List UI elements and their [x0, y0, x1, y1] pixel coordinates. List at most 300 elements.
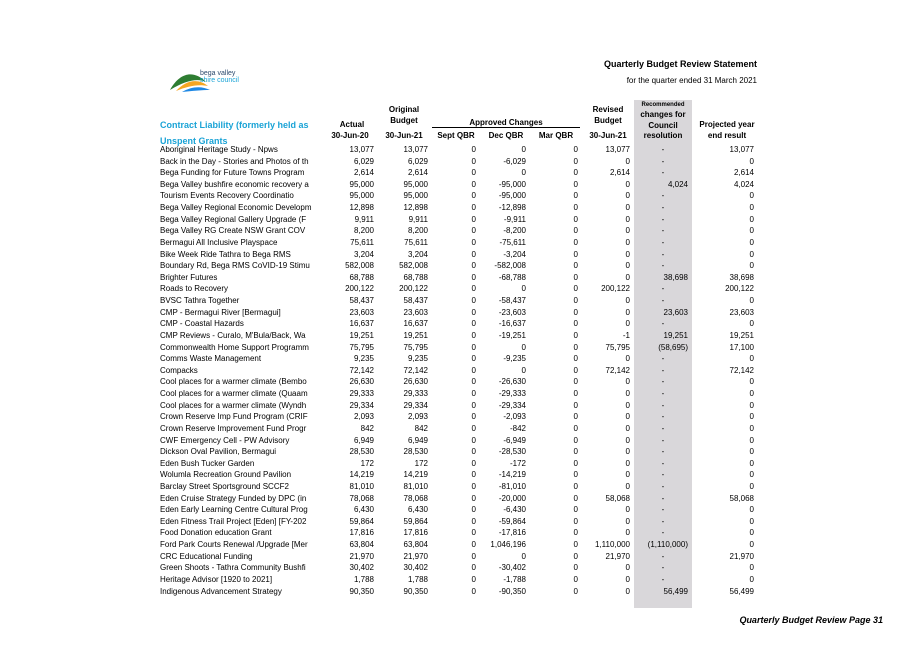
- row-sept-qbr: 0: [471, 214, 476, 224]
- row-recommended-change: -: [661, 296, 665, 306]
- row-dec-qbr: -12,898: [498, 203, 526, 213]
- row-mar-qbr: 0: [573, 389, 578, 399]
- row-dec-qbr: -30,402: [498, 563, 526, 573]
- row-dec-qbr: -6,949: [503, 435, 526, 445]
- row-original-budget: 68,788: [403, 272, 428, 282]
- row-actual: 81,010: [349, 481, 374, 491]
- row-recommended-change: -: [661, 447, 665, 457]
- row-actual: 78,068: [349, 493, 374, 503]
- row-actual: 90,350: [349, 586, 374, 596]
- row-projected-result: 0: [749, 481, 754, 491]
- row-original-budget: 6,029: [407, 156, 428, 166]
- row-recommended-change: -: [661, 435, 665, 445]
- row-mar-qbr: 0: [573, 516, 578, 526]
- row-recommended-change: (1,110,000): [647, 540, 688, 550]
- row-revised-budget: 0: [625, 319, 630, 329]
- row-actual: 95,000: [349, 179, 374, 189]
- row-actual: 9,235: [353, 354, 374, 364]
- row-mar-qbr: 0: [573, 481, 578, 491]
- row-description: Bega Valley RG Create NSW Grant COV: [160, 226, 306, 236]
- row-actual: 3,204: [353, 249, 374, 259]
- row-recommended-change: -: [661, 412, 665, 422]
- row-mar-qbr: 0: [573, 400, 578, 410]
- table-row: [0, 586, 917, 598]
- row-original-budget: 16,637: [403, 319, 428, 329]
- row-projected-result: 0: [749, 214, 754, 224]
- table-row: [0, 144, 917, 156]
- row-revised-budget: 75,795: [605, 342, 630, 352]
- row-sept-qbr: 0: [471, 470, 476, 480]
- table-row: [0, 469, 917, 481]
- projected-header-2: end result: [707, 131, 747, 140]
- row-revised-budget: 58,068: [605, 493, 630, 503]
- row-sept-qbr: 0: [471, 528, 476, 538]
- row-revised-budget: 0: [625, 516, 630, 526]
- row-dec-qbr: 0: [521, 284, 526, 294]
- table-row: [0, 423, 917, 435]
- row-revised-budget: -1: [622, 330, 630, 340]
- row-mar-qbr: 0: [573, 342, 578, 352]
- row-revised-budget: 0: [625, 191, 630, 201]
- row-sept-qbr: 0: [471, 156, 476, 166]
- recommended-header-3: Council: [648, 121, 678, 130]
- row-description: Cool places for a warmer climate (Bembo: [160, 377, 307, 387]
- row-dec-qbr: 0: [521, 168, 526, 178]
- row-revised-budget: 0: [625, 435, 630, 445]
- row-mar-qbr: 0: [573, 296, 578, 306]
- row-original-budget: 582,008: [399, 261, 428, 271]
- row-actual: 842: [360, 423, 374, 433]
- row-projected-result: 17,100: [729, 342, 754, 352]
- row-mar-qbr: 0: [573, 412, 578, 422]
- row-sept-qbr: 0: [471, 505, 476, 515]
- row-original-budget: 12,898: [403, 203, 428, 213]
- row-recommended-change: -: [661, 470, 665, 480]
- table-row: [0, 179, 917, 191]
- row-sept-qbr: 0: [471, 365, 476, 375]
- row-actual: 12,898: [349, 203, 374, 213]
- row-original-budget: 90,350: [403, 586, 428, 596]
- row-recommended-change: -: [661, 505, 665, 515]
- row-description: Crown Reserve Imp Fund Program (CRIF: [160, 412, 308, 422]
- row-revised-budget: 0: [625, 237, 630, 247]
- row-description: Eden Cruise Strategy Funded by DPC (in: [160, 493, 307, 503]
- row-revised-budget: 0: [625, 354, 630, 364]
- row-description: Compacks: [160, 365, 198, 375]
- row-dec-qbr: 0: [521, 551, 526, 561]
- row-original-budget: 2,093: [407, 412, 428, 422]
- row-projected-result: 0: [749, 354, 754, 364]
- row-description: CRC Educational Funding: [160, 551, 253, 561]
- row-original-budget: 23,603: [403, 307, 428, 317]
- row-actual: 14,219: [349, 470, 374, 480]
- row-sept-qbr: 0: [471, 551, 476, 561]
- row-sept-qbr: 0: [471, 342, 476, 352]
- row-description: Green Shoots - Tathra Community Bushfi: [160, 563, 306, 573]
- row-actual: 29,334: [349, 400, 374, 410]
- row-original-budget: 1,788: [407, 574, 428, 584]
- row-dec-qbr: -6,029: [503, 156, 526, 166]
- row-original-budget: 9,911: [408, 214, 428, 224]
- row-sept-qbr: 0: [471, 400, 476, 410]
- row-description: Cool places for a warmer climate (Quaam: [160, 389, 308, 399]
- row-mar-qbr: 0: [573, 284, 578, 294]
- row-description: Bike Week Ride Tathra to Bega RMS: [160, 249, 291, 259]
- row-description: Cool places for a warmer climate (Wyndh: [160, 400, 307, 410]
- row-revised-budget: 0: [625, 203, 630, 213]
- row-revised-budget: 0: [625, 226, 630, 236]
- row-recommended-change: -: [661, 563, 665, 573]
- row-description: Aboriginal Heritage Study - Npws: [160, 145, 278, 154]
- row-projected-result: 0: [749, 191, 754, 201]
- table-row: [0, 156, 917, 168]
- row-mar-qbr: 0: [573, 365, 578, 375]
- row-description: Roads to Recovery: [160, 284, 229, 294]
- row-recommended-change: -: [661, 261, 665, 271]
- row-description: Commonwealth Home Support Programm: [160, 342, 309, 352]
- row-mar-qbr: 0: [573, 528, 578, 538]
- row-dec-qbr: -95,000: [498, 191, 526, 201]
- row-sept-qbr: 0: [471, 284, 476, 294]
- row-projected-result: 2,614: [733, 168, 754, 178]
- row-sept-qbr: 0: [471, 272, 476, 282]
- row-actual: 21,970: [349, 551, 374, 561]
- revised-date-header: 30-Jun-21: [589, 131, 627, 140]
- row-recommended-change: -: [661, 400, 665, 410]
- row-revised-budget: 0: [625, 481, 630, 491]
- row-dec-qbr: -95,000: [498, 179, 526, 189]
- row-projected-result: 0: [749, 423, 754, 433]
- row-actual: 28,530: [349, 447, 374, 457]
- row-actual: 75,795: [349, 342, 374, 352]
- row-dec-qbr: -6,430: [503, 505, 526, 515]
- row-mar-qbr: 0: [573, 261, 578, 271]
- row-revised-budget: 0: [625, 272, 630, 282]
- revised-header-1: Revised: [592, 105, 624, 114]
- row-projected-result: 0: [749, 261, 754, 271]
- row-sept-qbr: 0: [471, 319, 476, 329]
- row-description: Back in the Day - Stories and Photos of th: [160, 156, 309, 166]
- row-recommended-change: -: [661, 249, 665, 259]
- row-actual: 75,611: [350, 237, 374, 247]
- row-dec-qbr: -582,008: [494, 261, 526, 271]
- row-mar-qbr: 0: [573, 574, 578, 584]
- row-mar-qbr: 0: [573, 168, 578, 178]
- row-description: Crown Reserve Improvement Fund Progr: [160, 423, 307, 433]
- row-revised-budget: 0: [625, 389, 630, 399]
- row-actual: 8,200: [353, 226, 374, 236]
- row-original-budget: 30,402: [403, 563, 428, 573]
- row-actual: 58,437: [349, 296, 374, 306]
- original-date-header: 30-Jun-21: [385, 131, 423, 140]
- row-sept-qbr: 0: [471, 179, 476, 189]
- row-revised-budget: 21,970: [605, 551, 630, 561]
- row-recommended-change: 4,024: [667, 179, 688, 189]
- row-description: Heritage Advisor [1920 to 2021]: [160, 574, 273, 584]
- row-recommended-change: 56,499: [663, 586, 688, 596]
- row-recommended-change: -: [661, 284, 665, 294]
- approved-changes-header: Approved Changes: [469, 118, 543, 127]
- table-row: [0, 307, 917, 319]
- row-projected-result: 0: [749, 156, 754, 166]
- table-row: [0, 225, 917, 237]
- row-original-budget: 29,333: [403, 389, 428, 399]
- row-original-budget: 59,864: [403, 516, 428, 526]
- row-recommended-change: -: [661, 365, 665, 375]
- approved-changes-underline: [432, 127, 580, 128]
- row-actual: 63,804: [349, 540, 374, 550]
- row-dec-qbr: -26,630: [498, 377, 526, 387]
- row-projected-result: 0: [749, 237, 754, 247]
- row-revised-budget: 0: [625, 447, 630, 457]
- row-sept-qbr: 0: [471, 330, 476, 340]
- row-revised-budget: 0: [625, 307, 630, 317]
- row-dec-qbr: -20,000: [498, 493, 526, 503]
- row-dec-qbr: -9,911: [503, 214, 526, 224]
- row-dec-qbr: -3,204: [503, 249, 526, 259]
- row-revised-budget: 0: [625, 528, 630, 538]
- row-actual: 13,077: [349, 145, 374, 154]
- row-dec-qbr: -14,219: [498, 470, 526, 480]
- table-row: [0, 202, 917, 214]
- row-projected-result: 0: [749, 505, 754, 515]
- table-row: [0, 260, 917, 272]
- row-description: Wolumla Recreation Ground Pavilion: [160, 470, 292, 480]
- row-mar-qbr: 0: [573, 447, 578, 457]
- row-projected-result: 13,077: [729, 145, 754, 154]
- row-revised-budget: 0: [625, 249, 630, 259]
- statement-subtitle: for the quarter ended 31 March 2021: [626, 76, 757, 85]
- row-mar-qbr: 0: [573, 191, 578, 201]
- row-description: CWF Emergency Cell - PW Advisory: [160, 435, 290, 445]
- row-sept-qbr: 0: [471, 354, 476, 364]
- table-row: [0, 562, 917, 574]
- row-dec-qbr: -172: [509, 458, 526, 468]
- row-mar-qbr: 0: [573, 493, 578, 503]
- row-original-budget: 95,000: [403, 179, 428, 189]
- row-dec-qbr: -75,611: [499, 237, 526, 247]
- row-projected-result: 0: [749, 249, 754, 259]
- row-recommended-change: -: [661, 458, 665, 468]
- row-actual: 2,093: [353, 412, 374, 422]
- row-original-budget: 9,235: [407, 354, 428, 364]
- row-original-budget: 2,614: [407, 168, 428, 178]
- table-row: [0, 365, 917, 377]
- row-sept-qbr: 0: [471, 377, 476, 387]
- row-original-budget: 21,970: [403, 551, 428, 561]
- original-header-1: Original: [388, 105, 420, 114]
- row-mar-qbr: 0: [573, 214, 578, 224]
- row-description: Ford Park Courts Renewal /Upgrade [Mer: [160, 540, 308, 550]
- row-projected-result: 0: [749, 516, 754, 526]
- table-row: [0, 504, 917, 516]
- row-description: Dickson Oval Pavilion, Bermagui: [160, 447, 277, 457]
- statement-title: Quarterly Budget Review Statement: [603, 59, 757, 69]
- row-revised-budget: 13,077: [605, 145, 630, 154]
- row-projected-result: 0: [749, 389, 754, 399]
- row-mar-qbr: 0: [573, 145, 578, 154]
- row-sept-qbr: 0: [471, 447, 476, 457]
- row-projected-result: 23,603: [729, 307, 754, 317]
- row-projected-result: 72,142: [729, 365, 754, 375]
- row-projected-result: 21,970: [729, 551, 754, 561]
- row-actual: 29,333: [349, 389, 374, 399]
- row-projected-result: 0: [749, 296, 754, 306]
- table-row: [0, 411, 917, 423]
- section-title-line2: Unspent Grants: [160, 136, 228, 146]
- row-description: Eden Early Learning Centre Cultural Prog: [160, 505, 308, 515]
- row-recommended-change: -: [661, 574, 665, 584]
- table-row: [0, 551, 917, 563]
- row-original-budget: 26,630: [403, 377, 428, 387]
- row-mar-qbr: 0: [573, 226, 578, 236]
- row-revised-budget: 0: [625, 214, 630, 224]
- recommended-header-1: Recommended: [641, 102, 685, 108]
- row-description: Eden Bush Tucker Garden: [160, 458, 255, 468]
- row-original-budget: 8,200: [407, 226, 428, 236]
- row-actual: 1,788: [353, 574, 374, 584]
- row-sept-qbr: 0: [471, 249, 476, 259]
- section-title-line1: Contract Liability (formerly held as: [160, 120, 309, 130]
- row-recommended-change: -: [661, 516, 665, 526]
- row-description: CMP Reviews - Curalo, M'Bula/Back, Wa: [160, 330, 306, 340]
- row-dec-qbr: -1,788: [503, 574, 526, 584]
- row-revised-budget: 0: [625, 179, 630, 189]
- revised-header-2: Budget: [594, 116, 622, 125]
- row-recommended-change: -: [661, 319, 665, 329]
- row-recommended-change: -: [661, 203, 665, 213]
- row-dec-qbr: -2,093: [503, 412, 526, 422]
- row-recommended-change: 19,251: [663, 330, 688, 340]
- row-projected-result: 200,122: [725, 284, 754, 294]
- table-row: [0, 330, 917, 342]
- row-dec-qbr: -68,788: [498, 272, 526, 282]
- row-recommended-change: -: [661, 389, 665, 399]
- table-row: [0, 400, 917, 412]
- row-sept-qbr: 0: [471, 261, 476, 271]
- row-description: Barclay Street Sportsground SCCF2: [160, 481, 289, 491]
- row-dec-qbr: -842: [509, 423, 526, 433]
- table-row: [0, 516, 917, 528]
- table-row: [0, 353, 917, 365]
- row-revised-budget: 1,110,000: [595, 540, 630, 550]
- row-actual: 26,630: [349, 377, 374, 387]
- row-actual: 19,251: [349, 330, 374, 340]
- row-actual: 30,402: [349, 563, 374, 573]
- row-sept-qbr: 0: [471, 168, 476, 178]
- row-recommended-change: -: [661, 423, 665, 433]
- row-dec-qbr: 0: [521, 365, 526, 375]
- table-row: [0, 249, 917, 261]
- row-mar-qbr: 0: [573, 330, 578, 340]
- row-revised-budget: 0: [625, 586, 630, 596]
- row-recommended-change: 38,698: [663, 272, 688, 282]
- row-sept-qbr: 0: [471, 435, 476, 445]
- row-mar-qbr: 0: [573, 272, 578, 282]
- row-original-budget: 14,219: [403, 470, 428, 480]
- row-original-budget: 200,122: [399, 284, 428, 294]
- row-dec-qbr: -8,200: [503, 226, 526, 236]
- row-original-budget: 172: [414, 458, 428, 468]
- row-mar-qbr: 0: [573, 249, 578, 259]
- row-actual: 6,430: [353, 505, 374, 515]
- row-dec-qbr: -29,334: [498, 400, 526, 410]
- row-original-budget: 19,251: [403, 330, 428, 340]
- row-projected-result: 19,251: [729, 330, 754, 340]
- row-revised-budget: 0: [625, 400, 630, 410]
- row-mar-qbr: 0: [573, 237, 578, 247]
- row-dec-qbr: -17,816: [498, 528, 526, 538]
- row-recommended-change: -: [661, 226, 665, 236]
- table-row: [0, 435, 917, 447]
- row-recommended-change: -: [661, 156, 665, 166]
- table-row: [0, 318, 917, 330]
- row-projected-result: 0: [749, 528, 754, 538]
- table-row: [0, 272, 917, 284]
- row-mar-qbr: 0: [573, 540, 578, 550]
- row-projected-result: 0: [749, 447, 754, 457]
- row-revised-budget: 0: [625, 156, 630, 166]
- recommended-header-4: resolution: [643, 131, 683, 140]
- table-row: [0, 481, 917, 493]
- table-row: [0, 493, 917, 505]
- table-row: [0, 446, 917, 458]
- row-recommended-change: (58,695): [658, 342, 688, 352]
- row-description: Boundary Rd, Bega RMS CoVID-19 Stimu: [160, 261, 310, 271]
- row-mar-qbr: 0: [573, 423, 578, 433]
- row-revised-budget: 0: [625, 505, 630, 515]
- row-revised-budget: 72,142: [605, 365, 630, 375]
- logo-text: [200, 70, 239, 84]
- row-projected-result: 0: [749, 226, 754, 236]
- page-footer: Quarterly Budget Review Page 31: [739, 615, 883, 625]
- original-header-2: Budget: [390, 116, 418, 125]
- row-mar-qbr: 0: [573, 354, 578, 364]
- row-description: CMP - Coastal Hazards: [160, 319, 244, 329]
- row-sept-qbr: 0: [471, 493, 476, 503]
- row-description: Brighter Futures: [160, 272, 218, 282]
- row-mar-qbr: 0: [573, 551, 578, 561]
- row-mar-qbr: 0: [573, 505, 578, 515]
- row-dec-qbr: 1,046,196: [490, 540, 526, 550]
- row-sept-qbr: 0: [471, 296, 476, 306]
- row-sept-qbr: 0: [471, 458, 476, 468]
- row-recommended-change: -: [661, 191, 665, 201]
- row-sept-qbr: 0: [471, 226, 476, 236]
- row-projected-result: 0: [749, 563, 754, 573]
- row-description: CMP - Bermagui River [Bermagui]: [160, 307, 281, 317]
- row-projected-result: 0: [749, 540, 754, 550]
- actual-date-header: 30-Jun-20: [331, 131, 369, 140]
- row-description: Bega Funding for Future Towns Program: [160, 168, 305, 178]
- row-recommended-change: 23,603: [663, 307, 688, 317]
- row-sept-qbr: 0: [471, 145, 476, 154]
- mar-qbr-header: Mar QBR: [538, 131, 574, 140]
- table-row: [0, 167, 917, 179]
- row-projected-result: 0: [749, 319, 754, 329]
- row-projected-result: 58,068: [729, 493, 754, 503]
- row-original-budget: 58,437: [403, 296, 428, 306]
- row-revised-budget: 200,122: [601, 284, 630, 294]
- row-sept-qbr: 0: [471, 586, 476, 596]
- row-recommended-change: -: [661, 481, 665, 491]
- row-original-budget: 28,530: [403, 447, 428, 457]
- row-mar-qbr: 0: [573, 377, 578, 387]
- dec-qbr-header: Dec QBR: [488, 131, 524, 140]
- actual-header: Actual: [339, 120, 365, 129]
- projected-header-1: Projected year: [699, 120, 755, 129]
- row-original-budget: 17,816: [403, 528, 428, 538]
